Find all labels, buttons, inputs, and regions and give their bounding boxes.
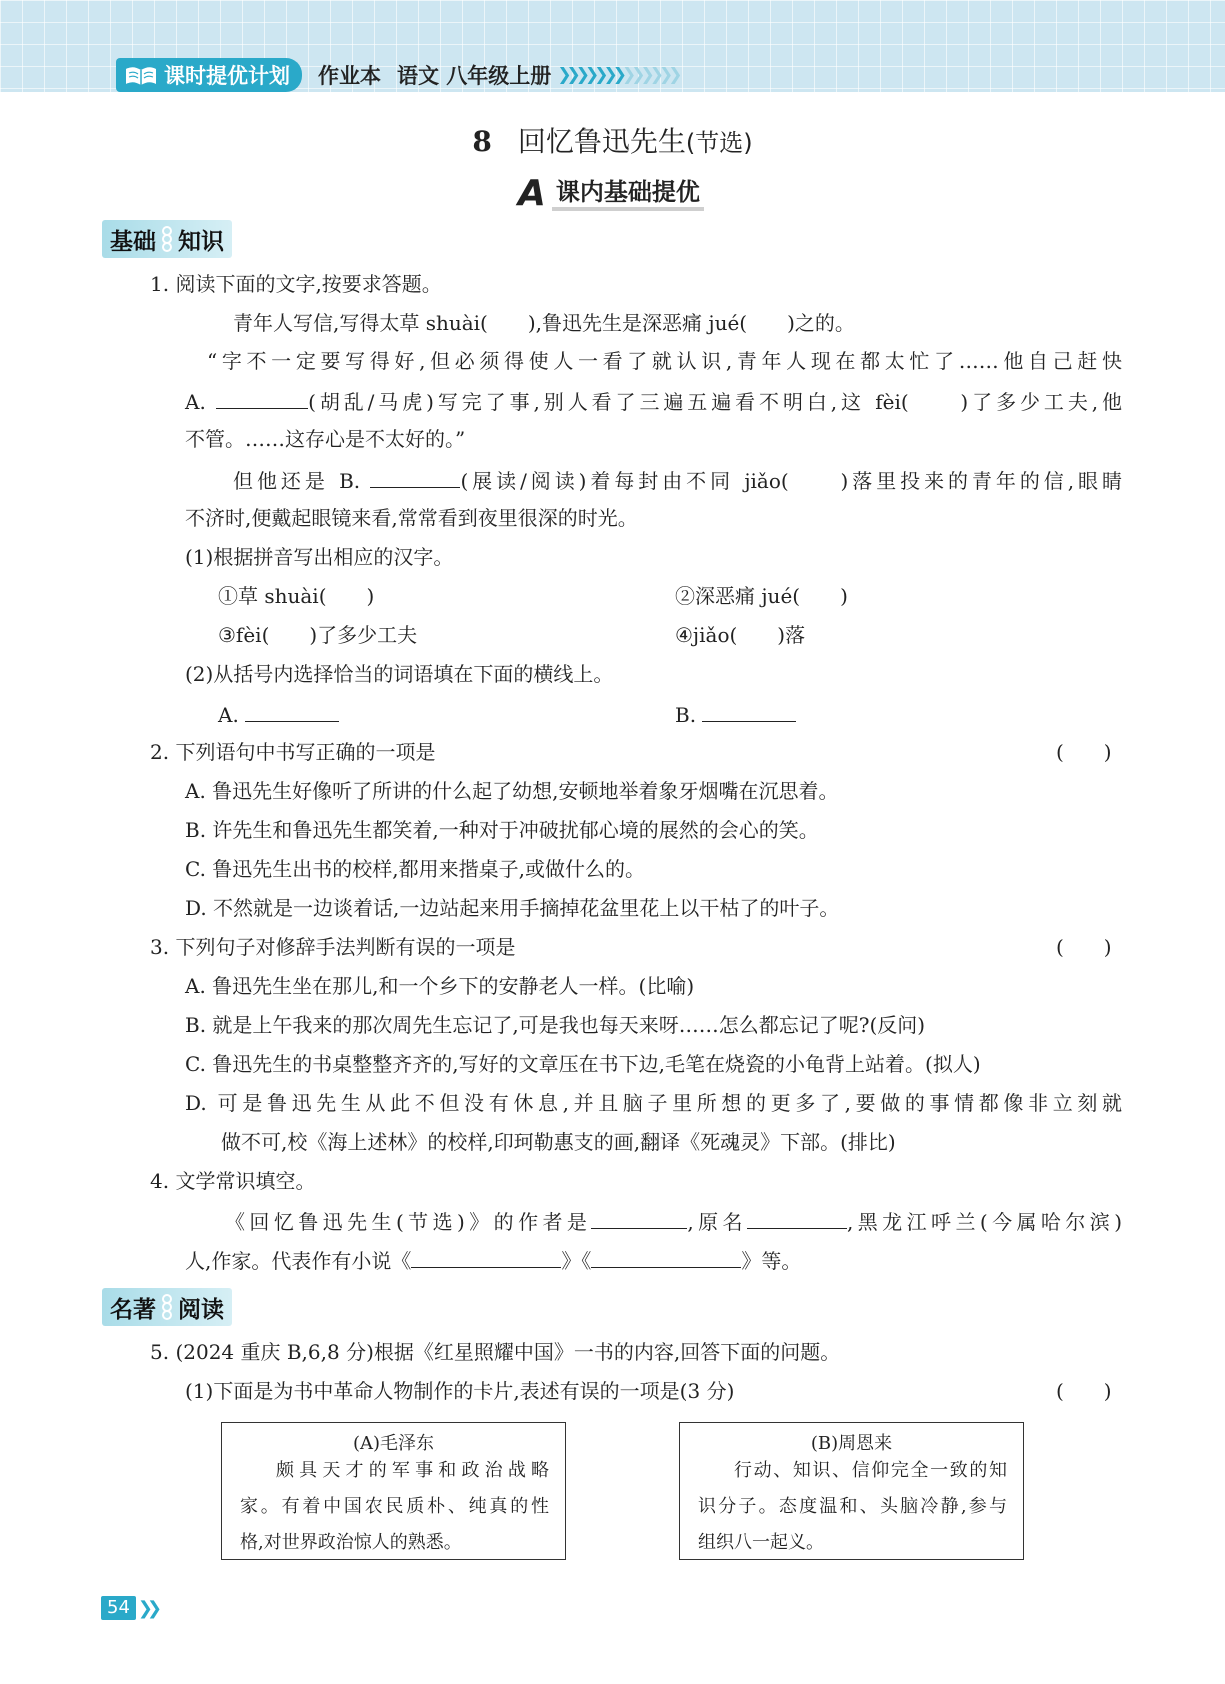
q1-item: ④jiǎo( )落: [675, 623, 806, 647]
card-title: (A)毛泽东: [352, 1433, 435, 1454]
q2-option: C. 鲁迅先生出书的校样,都用来揩桌子,或做什么的。: [185, 857, 646, 881]
series-logo: [116, 58, 302, 92]
lesson-title-sub: (节选): [685, 129, 753, 157]
q4-text: ,黑龙江呼兰(今属哈尔滨): [846, 1210, 1123, 1234]
lesson-title: [0, 120, 1225, 160]
card-line: 组织八一起义。: [698, 1532, 824, 1553]
q1-sub1: (1)根据拼音写出相应的汉字。: [185, 545, 454, 569]
card-body: [240, 1453, 549, 1561]
blank-novel-1[interactable]: [411, 1245, 561, 1268]
open-book-icon: [124, 63, 158, 87]
page-header: [0, 0, 1225, 92]
subject-grade: 语文 八年级上册: [397, 64, 552, 88]
q2-option: D. 不然就是一边谈着话,一边站起来用手摘掉花盆里花上以干枯了的叶子。: [185, 896, 840, 920]
chain-icon: [158, 1292, 176, 1322]
passage-text: (展读/阅读)着每封由不同 jiǎo( )落里投来的青年的信,眼睛: [460, 469, 1122, 493]
q1-item: ②深恶痛 jué( ): [675, 584, 848, 608]
q1-passage-line: “字不一定要写得好,但必须得使人一看了就认识,青年人现在都太忙了……他自己赶快: [207, 349, 1122, 373]
header-arrows-icon: ❯❯❯❯❯❯❯❯❯❯❯❯❯: [557, 65, 678, 85]
card-line: 识分子。态度温和、头脑冷静,参与: [698, 1496, 1007, 1517]
lesson-title-text: 回忆鲁迅先生: [517, 125, 686, 158]
q5-sub1: (1)下面是为书中革命人物制作的卡片,表述有误的一项是(3 分): [185, 1379, 735, 1403]
q1-passage-line: [185, 386, 1122, 416]
q1-passage-line: 不管。……这存心是不太好的。”: [185, 427, 466, 451]
page-number: 54: [101, 1596, 136, 1620]
card-line: 行动、知识、信仰完全一致的知: [734, 1460, 1007, 1481]
q1-answer-a: [218, 699, 339, 729]
page-number-badge: [101, 1596, 156, 1620]
blank-a[interactable]: [216, 386, 308, 409]
card-title: (B)周恩来: [810, 1433, 893, 1454]
tag-text: 名著: [110, 1295, 156, 1323]
q1-stem: 1. 阅读下面的文字,按要求答题。: [150, 272, 442, 296]
q4-text: 《回忆鲁迅先生(节选)》的作者是: [225, 1210, 592, 1234]
section-heading-text: 课内基础提优: [552, 177, 704, 211]
q1-passage-line: 不济时,便戴起眼镜来看,常常看到夜里很深的时光。: [185, 506, 638, 530]
lesson-number: 8: [472, 125, 492, 158]
q2-option: B. 许先生和鲁迅先生都笑着,一种对于冲破扰郁心境的展然的会心的笑。: [185, 818, 819, 842]
book-type: 作业本: [318, 64, 381, 88]
answer-blank-a[interactable]: [245, 699, 339, 722]
q5-stem: 5. (2024 重庆 B,6,8 分)根据《红星照耀中国》一书的内容,回答下面的问题。: [150, 1340, 841, 1364]
q3-stem: 3. 下列句子对修辞手法判断有误的一项是: [150, 935, 516, 959]
header-bar: [116, 58, 678, 92]
label-b: 但他还是 B.: [233, 469, 361, 493]
section-heading: [518, 173, 704, 214]
page-arrow-icon: ❯❯: [137, 1597, 157, 1619]
q2-answer-paren[interactable]: ( ): [1056, 740, 1112, 764]
q4-text: ,原名: [687, 1210, 747, 1234]
blank-author[interactable]: [591, 1206, 687, 1229]
q3-option: C. 鲁迅先生的书桌整整齐齐的,写好的文章压在书下边,毛笔在烧瓷的小龟背上站着。(拟人): [185, 1052, 981, 1076]
tag-text: 基础: [110, 227, 156, 255]
q5-answer-paren[interactable]: ( ): [1056, 1379, 1112, 1403]
q1-sub2: (2)从括号内选择恰当的词语填在下面的横线上。: [185, 662, 614, 686]
blank-original-name[interactable]: [747, 1206, 847, 1229]
chain-icon: [158, 224, 176, 254]
card-line: 颇具天才的军事和政治战略: [276, 1460, 549, 1481]
q1-item: ①草 shuài( ): [218, 584, 375, 608]
q4-line: [185, 1245, 801, 1275]
answer-label: B.: [675, 703, 697, 727]
q3-option: A. 鲁迅先生坐在那儿,和一个乡下的安静老人一样。(比喻): [185, 974, 695, 998]
q3-option: B. 就是上午我来的那次周先生忘记了,可是我也每天来呀……怎么都忘记了呢?(反问): [185, 1013, 926, 1037]
q4-text: 》《: [561, 1249, 592, 1273]
passage-text: (胡乱/马虎)写完了事,别人看了三遍五遍看不明白,这 fèi( )了多少工夫,他: [308, 390, 1123, 414]
q1-answer-b: [675, 699, 796, 729]
card-body: [698, 1453, 1007, 1561]
tag-classic-reading: [102, 1288, 232, 1326]
q2-stem: 2. 下列语句中书写正确的一项是: [150, 740, 436, 764]
q4-text: 》等。: [741, 1249, 802, 1273]
card-line: 家。有着中国农民质朴、纯真的性: [240, 1496, 549, 1517]
section-letter: A: [518, 173, 546, 214]
tag-text: 阅读: [178, 1295, 224, 1323]
label-a: A.: [185, 390, 206, 414]
card-b: [679, 1422, 1024, 1560]
blank-novel-2[interactable]: [591, 1245, 741, 1268]
q1-item: ③fèi( )了多少工夫: [218, 623, 418, 647]
q1-passage-line: 青年人写信,写得太草 shuài( ),鲁迅先生是深恶痛 jué( )之的。: [233, 311, 855, 335]
q3-option-cont: 做不可,校《海上述林》的校样,印珂勒惠支的画,翻译《死魂灵》下部。(排比): [221, 1130, 896, 1154]
blank-b[interactable]: [370, 465, 460, 488]
q4-stem: 4. 文学常识填空。: [150, 1169, 316, 1193]
q1-passage-line: [233, 465, 1122, 495]
card-line: 格,对世界政治惊人的熟悉。: [240, 1532, 462, 1553]
q3-answer-paren[interactable]: ( ): [1056, 935, 1112, 959]
logo-text: 课时提优计划: [164, 64, 290, 88]
tag-text: 知识: [178, 227, 224, 255]
q2-option: A. 鲁迅先生好像听了所讲的什么起了幼想,安顿地举着象牙烟嘴在沉思着。: [185, 779, 839, 803]
q4-text: 人,作家。代表作有小说《: [185, 1249, 412, 1273]
tag-basic-knowledge: [102, 220, 232, 258]
q3-option: D. 可是鲁迅先生从此不但没有休息,并且脑子里所想的更多了,要做的事情都像非立刻就: [185, 1091, 1122, 1115]
answer-blank-b[interactable]: [702, 699, 796, 722]
answer-label: A.: [218, 703, 239, 727]
card-a: [221, 1422, 566, 1560]
q4-line: [225, 1206, 1122, 1236]
